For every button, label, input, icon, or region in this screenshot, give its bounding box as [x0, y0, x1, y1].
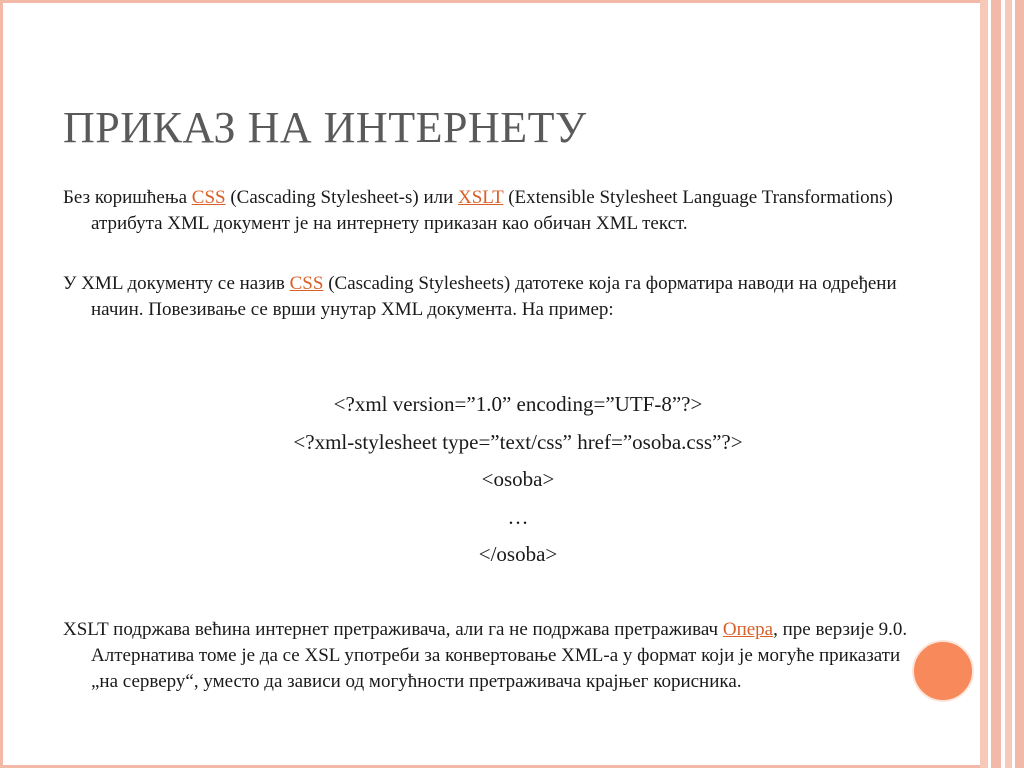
decorative-circle [912, 640, 974, 702]
code-line: <?xml-stylesheet type=”text/css” href=”osoba.css”?> [293, 430, 743, 454]
code-line: <osoba> [481, 467, 555, 491]
slide-title: ПРИКАЗ НА ИНТЕРНЕТУ [63, 103, 587, 152]
paragraph-css-naming [63, 271, 921, 323]
paragraph-css-xslt [63, 185, 921, 237]
text-segment: XSLT подржава већина интернет претраживача, али га не подржава претраживач [63, 619, 723, 640]
css-link[interactable]: CSS [191, 187, 226, 208]
stripe [1005, 0, 1012, 768]
text-segment: (Cascading Stylesheet-s) или [225, 187, 459, 208]
stripe [1015, 0, 1024, 768]
paragraph-xslt-support [63, 617, 921, 695]
xslt-link[interactable]: XSLT [458, 187, 504, 208]
text-segment: У XML документу се назив [63, 273, 290, 294]
code-line: </osoba> [478, 542, 558, 566]
text-segment: (Cascading Stylesheets) датотеке која га форматира наводи на одређени начин. Повезивање се врши унутар XML документа. На пример: [91, 273, 897, 320]
opera-link[interactable]: Опера [722, 619, 774, 640]
stripe [991, 0, 1001, 768]
text-segment: (Extensible Stylesheet Language Transformations) атрибута XML документ је на интернету приказан као обичан XML текст. [91, 187, 893, 234]
decorative-stripes [980, 0, 1024, 768]
code-line: <?xml version=”1.0” encoding=”UTF-8”?> [333, 392, 703, 416]
text-segment: , пре верзије 9.0. Алтернатива томе је да се XSL употреби за конвертовање XML-а у формат који је могуће приказати „на серверу“, уместо да зависи од могућности претраживача крајњег корисника. [91, 619, 908, 692]
css-link[interactable]: CSS [289, 273, 324, 294]
text-segment: Без коришћења [63, 187, 192, 208]
code-line: … [507, 505, 529, 529]
slide-frame-left [0, 0, 3, 768]
stripe [980, 0, 988, 768]
slide-frame-top [0, 0, 1024, 3]
